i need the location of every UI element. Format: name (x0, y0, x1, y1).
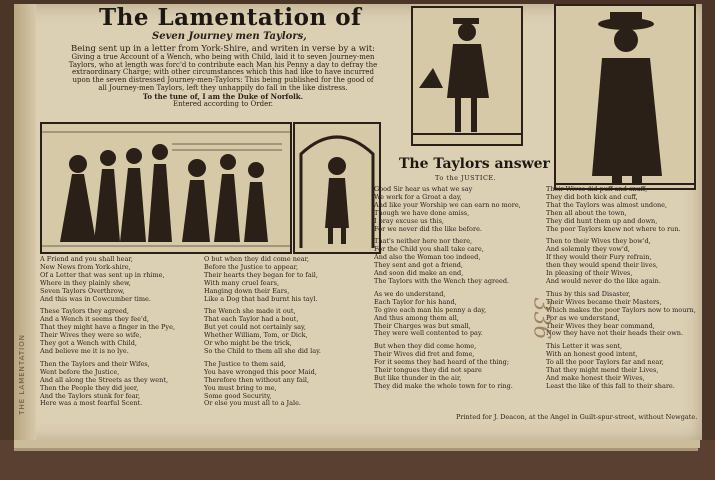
stanza (546, 186, 696, 233)
page-title: The Lamentation of (99, 4, 362, 31)
intro-line: all Journey-men Taylors, left they unhappily do fall in the like distress. (98, 83, 348, 92)
verse-line: That each Taylor had a bout, (204, 316, 299, 324)
verse-line: In pleasing of their Wives, (546, 270, 633, 278)
spine-label: THE LAMENTATION (18, 334, 26, 415)
stanza (40, 361, 200, 408)
verse-line: Their Wives did fret and fome, (374, 351, 475, 359)
stanza (546, 238, 696, 285)
verse-line: And a Wench it seems they fee'd, (40, 316, 149, 324)
verse-line: As we do understand, (374, 290, 446, 298)
tune-line: To the tune of, I am the Duke of Norfolk. (142, 91, 304, 101)
book-binding (14, 4, 36, 442)
stanza (374, 343, 544, 390)
verse-line: To give each man his penny a day, (374, 306, 487, 314)
verse-column-4 (546, 186, 696, 396)
verse-line: These Taylors they agreed, (40, 308, 129, 316)
stanza (40, 256, 200, 303)
woodcut-group-figures (40, 122, 292, 254)
intro-line: Taylors, who at length was forc'd to contribute each Man his Penny a day to defray the (68, 60, 378, 69)
intro-line: upon the seven distressed Journey-men-Taylors: This being published for the good of (72, 76, 374, 85)
verse-line: Their Wives they bear command, (546, 322, 655, 330)
stanza (546, 291, 696, 338)
verse-line: And like your Worship we can earn no more, (374, 201, 521, 209)
woodcut-justice-image (556, 6, 694, 188)
verse-line: They did hunt them up and down, (546, 217, 658, 225)
verse-line: They got a Wench with Child, (40, 340, 137, 348)
verse-line: Or who might be the trick, (204, 340, 292, 348)
stanza (546, 343, 696, 390)
verse-line: then they would spend their lives, (546, 262, 658, 270)
verse-line: Their Wives did puff and snuff, (546, 186, 648, 193)
verse-line: To all the poor Taylors far and near, (546, 359, 664, 367)
verse-line: That they might have a finger in the Pye, (40, 324, 176, 332)
verse-line: New News from York-shire, (40, 263, 131, 271)
verse-line: Least the like of this fall to their share. (546, 382, 675, 390)
woodcut-tailor-image (413, 8, 521, 144)
verse-line: Whether William, Tom, or Dick, (204, 332, 308, 340)
verse-line: With an honest good intent, (546, 351, 638, 359)
verse-line: Then the Taylors and their Wifes, (40, 360, 150, 368)
stanza (374, 291, 544, 338)
intro-line: extraordinary Charge; with other circumstances which this had like to have incurred (71, 68, 375, 77)
verse-line: Or else you must all to a Jale. (204, 400, 301, 408)
verse-line: The Taylors with the Wench they agreed. (374, 277, 510, 285)
verse-line: For we never did the like before. (374, 225, 482, 233)
stanza (374, 238, 544, 285)
verse-line: Then the People they did jeer, (40, 384, 139, 392)
intro-text (64, 46, 382, 108)
book-page-edge (0, 440, 715, 480)
verse-column-1 (40, 256, 200, 413)
verse-line: You must bring to me, (204, 384, 277, 392)
verse-line: Like a Dog that had burnt his tayl. (204, 295, 318, 303)
stanza (204, 256, 374, 303)
entry-line: Entered according to Order. (172, 99, 274, 108)
verse-line: They were well contented to pay. (374, 330, 483, 338)
verse-line: Which makes the poor Taylors now to mourn, (546, 306, 696, 314)
verse-line: Though we have done amiss, (374, 209, 470, 217)
verse-line: That the Taylors was almost undone, (546, 201, 668, 209)
verse-line: With many cruel fears, (204, 279, 280, 287)
verse-line: Their tongues they did not spare (374, 367, 482, 375)
verse-line: Some good Security, (204, 392, 272, 400)
intro-line: Giving a true Account of a Wench, who being with Child, laid it to seven Journey-men (71, 52, 375, 61)
verse-line: Seven Taylors Overthrow, (40, 287, 125, 295)
woodcut-tailor (411, 6, 523, 146)
stanza (204, 308, 374, 355)
verse-column-2 (204, 256, 374, 413)
verse-line: And solemnly they vow'd, (546, 246, 630, 254)
verse-line: Before the Justice to appear, (204, 263, 299, 271)
verse-line: Their Charges was but small, (374, 322, 471, 330)
verse-line: Their Wives they were so wife, (40, 332, 142, 340)
verse-line: Thus by this sad Disaster, (546, 290, 631, 298)
verse-line: Each Taylor for his hand, (374, 298, 457, 306)
verse-line: And the Taylors stunk for fear, (40, 392, 141, 400)
woodcut-group-image (42, 124, 290, 252)
answer-subtitle: To the JUSTICE. (435, 174, 497, 182)
verse-line: And believe me it is no lye. (40, 347, 129, 355)
verse-line: But yet could not certainly say, (204, 324, 306, 332)
verse-line: The poor Taylors knew not where to run. (546, 225, 681, 233)
stanza (40, 308, 200, 355)
verse-line: If they would their Fury refrain, (546, 254, 652, 262)
woodcut-justice (554, 4, 696, 190)
verse-line: And also the Woman too indeed, (374, 254, 481, 262)
verse-line: O but when they did come near, (204, 256, 310, 263)
verse-line: And this was in Cowcumber time. (40, 295, 151, 303)
printer-imprint: Printed for J. Deacon, at the Angel in Guilt-spur-street, without Newgate. (456, 413, 698, 421)
verse-line: Where in they plainly shew, (40, 279, 131, 287)
verse-line: They did make the whole town for to ring. (374, 382, 513, 390)
verse-line: Their hearts they began for to fail, (204, 271, 318, 279)
verse-line: This Letter it was sent, (546, 343, 623, 351)
verse-line: Good Sir hear us what we say (374, 186, 473, 193)
answer-title: The Taylors answer (399, 156, 550, 172)
verse-line: But like thunder in the air, (374, 374, 462, 382)
verse-line: They sent and got a friend, (374, 262, 463, 270)
verse-line: Now they have not their heads their own. (546, 330, 684, 338)
verse-line: They did both kick and cuff, (546, 193, 638, 201)
verse-line: And soon did make an end, (374, 270, 464, 278)
intro-line: Being sent up in a letter from York-Shire, and writen in verse by a wit: (70, 44, 376, 54)
page-subtitle: Seven Journey men Taylors, (152, 31, 307, 42)
verse-line: And thus among them all, (374, 314, 459, 322)
verse-line: For as we understand, (546, 314, 620, 322)
verse-line: For it seems they had heard of the thing; (374, 359, 510, 367)
broadside-page (14, 4, 702, 442)
verse-line: Their Wives became their Masters, (546, 298, 662, 306)
verse-line: That's neither here nor there, (374, 238, 473, 246)
verse-line: Hanging down their Ears, (204, 287, 290, 295)
verse-line: Then all about the town, (546, 209, 627, 217)
verse-line: The Justice to them said, (204, 360, 286, 368)
verse-line: So the Child to them all she did lay. (204, 347, 321, 355)
verse-line: Of a Letter that was sent up in rhime, (40, 271, 165, 279)
stanza (374, 186, 544, 233)
verse-line: And make honest their Wives, (546, 374, 645, 382)
verse-line: We work for a Groat a day, (374, 193, 462, 201)
verse-line: But when they did come home, (374, 343, 477, 351)
verse-line: And all along the Streets as they went, (40, 376, 169, 384)
stanza (204, 361, 374, 408)
verse-line: Here was a most fearful Scent. (40, 400, 143, 408)
page-edge-shadow (14, 448, 698, 451)
verse-line: You have wronged this poor Maid, (204, 368, 317, 376)
verse-column-3 (374, 186, 544, 396)
verse-line: That they might mend their Lives, (546, 367, 659, 375)
verse-line: A Friend and you shall hear, (40, 256, 133, 263)
manuscript-number: 336 (528, 297, 554, 340)
page-edge-strip (14, 440, 700, 448)
verse-line: For the Child you shall take care, (374, 246, 484, 254)
woodcut-arch-image (295, 124, 379, 252)
verse-line: I pray excuse us this, (374, 217, 444, 225)
verse-line: Went before the Justice, (40, 368, 120, 376)
verse-line: The Wench she made it out, (204, 308, 296, 316)
woodcut-arch-figure (293, 122, 381, 254)
verse-line: Then to their Wives they bow'd, (546, 238, 651, 246)
verse-line: And would never do the like again. (546, 277, 661, 285)
verse-line: Therefore then without any fail, (204, 376, 310, 384)
